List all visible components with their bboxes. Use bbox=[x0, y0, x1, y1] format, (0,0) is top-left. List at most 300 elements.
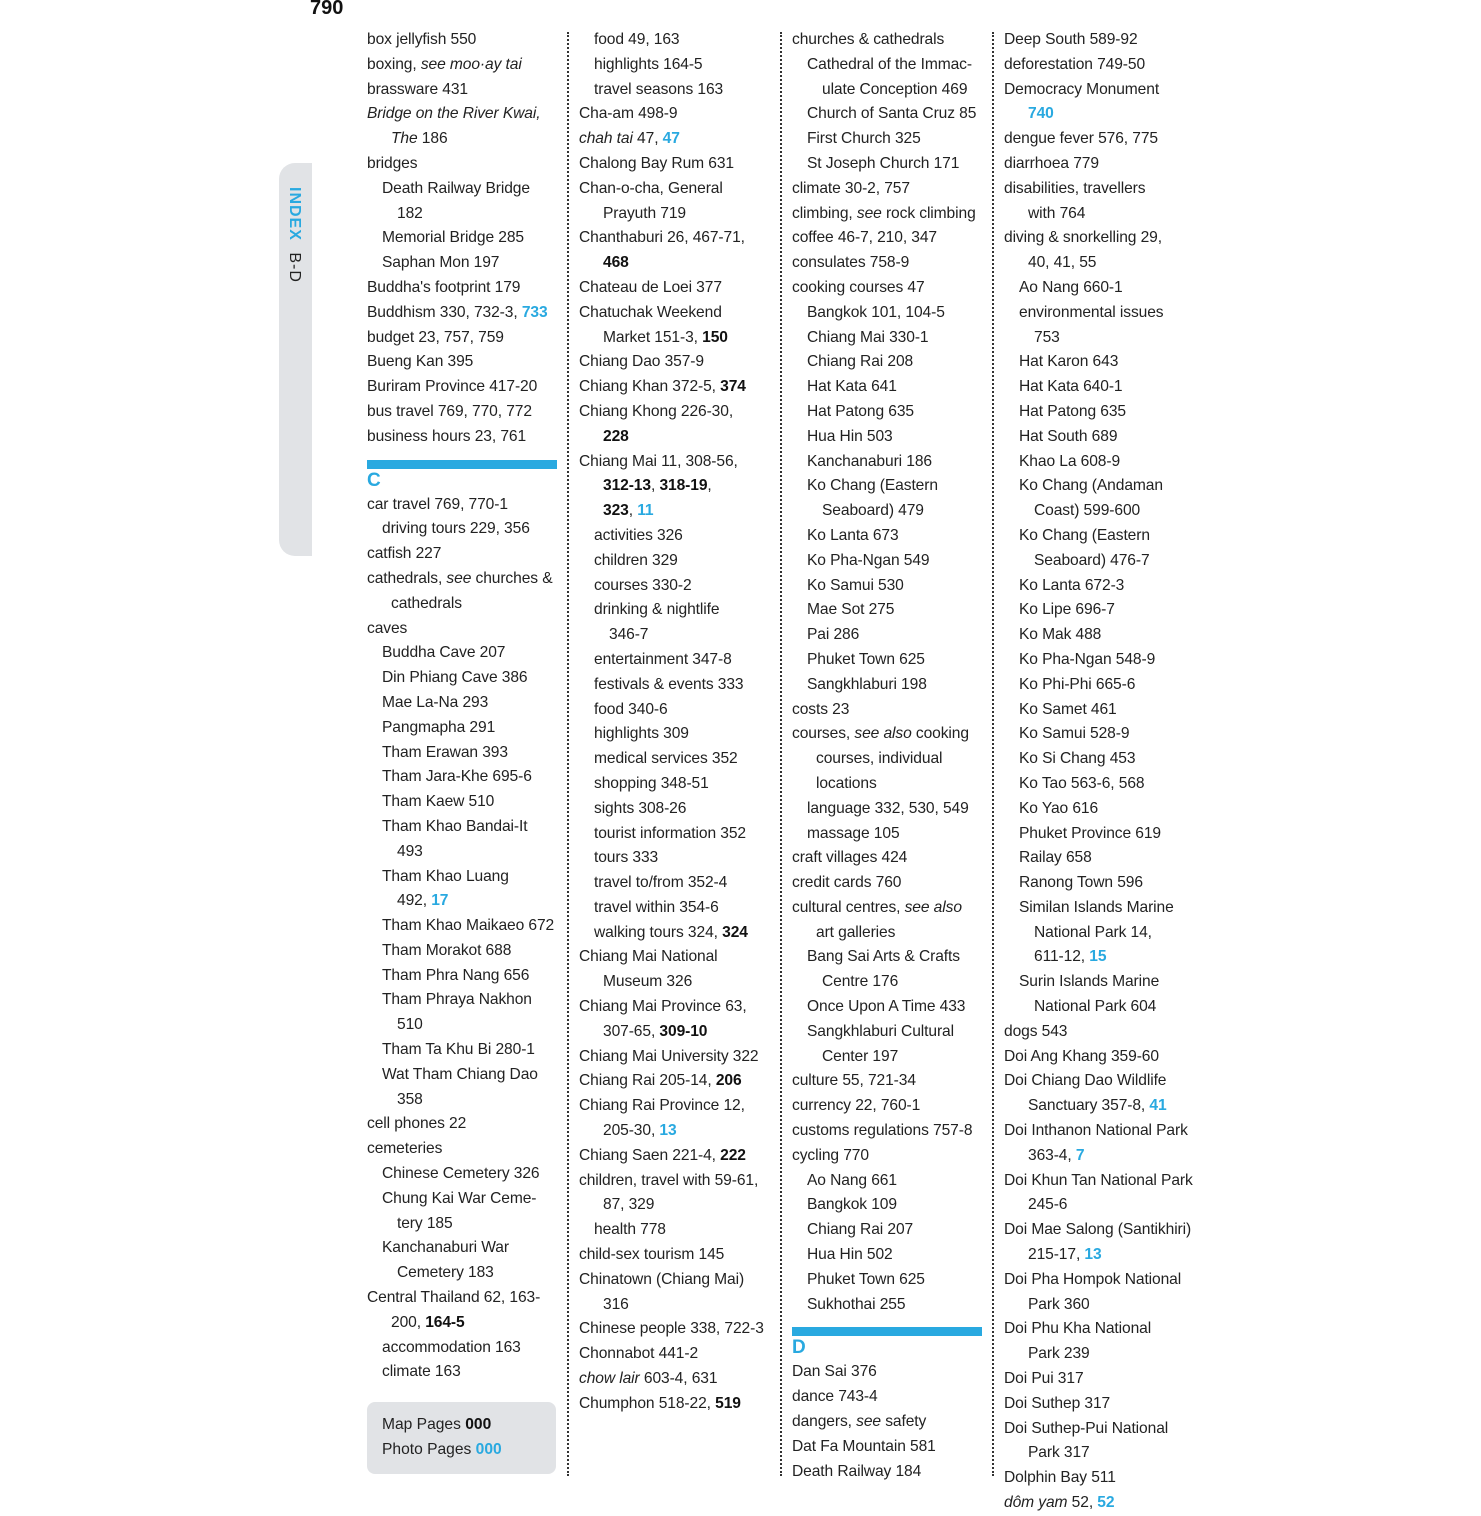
index-subentry bbox=[1004, 276, 1204, 301]
index-entry bbox=[579, 1069, 774, 1094]
entry-text: Bang Sai Arts & Crafts bbox=[807, 948, 960, 966]
index-subentry bbox=[579, 772, 774, 797]
entry-continuation bbox=[382, 1088, 567, 1113]
entry-text-part: 205-30, bbox=[603, 1122, 660, 1140]
entry-text-part: 87, 329 bbox=[603, 1196, 655, 1214]
entry-text: Bangkok 109 bbox=[807, 1196, 897, 1214]
index-subentry bbox=[1004, 772, 1204, 797]
entry-text: tours 333 bbox=[594, 849, 659, 867]
index-subentry bbox=[792, 425, 987, 450]
entry-text: Chiang Rai Province 12, bbox=[579, 1097, 745, 1115]
section-letter: D bbox=[792, 1337, 806, 1359]
entry-text: Ko Chang (Eastern bbox=[807, 477, 938, 495]
index-entry bbox=[792, 1094, 987, 1119]
entry-continuation bbox=[579, 1119, 774, 1144]
entry-text: Ko Pha-Ngan 548-9 bbox=[1019, 650, 1156, 668]
entry-text: Bangkok 101, 104-5 bbox=[807, 303, 945, 321]
index-entry bbox=[792, 28, 987, 53]
entry-text: Democracy Monument bbox=[1004, 80, 1160, 98]
index-entry bbox=[579, 1367, 774, 1392]
entry-text-part: Centre 176 bbox=[822, 973, 899, 991]
entry-text: cooking courses 47 bbox=[792, 278, 925, 296]
entry-continuation bbox=[382, 1013, 567, 1038]
index-subentry bbox=[579, 549, 774, 574]
entry-text: customs regulations 757-8 bbox=[792, 1122, 973, 1140]
entry-text-part: courses, bbox=[792, 725, 855, 743]
entry-text: disabilities, travellers bbox=[1004, 179, 1146, 197]
entry-text-part: cathedrals, bbox=[367, 569, 447, 587]
entry-text: Ko Samet 461 bbox=[1019, 700, 1117, 718]
entry-text: children, travel with 59-61, bbox=[579, 1171, 759, 1189]
entry-text: catfish 227 bbox=[367, 545, 442, 563]
entry-text: Hat South 689 bbox=[1019, 427, 1118, 445]
index-subentry bbox=[1004, 846, 1204, 871]
index-entry bbox=[579, 1045, 774, 1070]
entry-text-part: 492, bbox=[397, 892, 432, 910]
entry-text-part: dôm yam bbox=[1004, 1494, 1068, 1512]
index-subentry bbox=[367, 1187, 567, 1237]
entry-text: travel to/from 352-4 bbox=[594, 874, 728, 892]
entry-text-part: Coast) 599-600 bbox=[1034, 502, 1141, 520]
legend-map-label: Map Pages bbox=[382, 1416, 461, 1433]
entry-text: Buriram Province 417-20 bbox=[367, 378, 538, 396]
index-entry bbox=[1004, 53, 1204, 78]
entry-text: shopping 348-51 bbox=[594, 774, 709, 792]
index-subentry bbox=[1004, 623, 1204, 648]
entry-text-part: 510 bbox=[397, 1016, 423, 1034]
entry-text: Kanchanaburi 186 bbox=[807, 452, 932, 470]
entry-text: Dolphin Bay 511 bbox=[1004, 1469, 1116, 1487]
index-entry bbox=[579, 1144, 774, 1169]
entry-text-part: cathedrals bbox=[391, 594, 462, 612]
entry-text: brassware 431 bbox=[367, 80, 468, 98]
index-entry bbox=[1004, 1392, 1204, 1417]
index-subentry bbox=[792, 102, 987, 127]
index-entry bbox=[579, 127, 774, 152]
entry-text: business hours 23, 761 bbox=[367, 427, 527, 445]
entry-text: Phuket Town 625 bbox=[807, 650, 925, 668]
index-entry bbox=[792, 698, 987, 723]
index-subentry bbox=[792, 350, 987, 375]
index-subentry bbox=[792, 1293, 987, 1318]
index-subentry bbox=[579, 1218, 774, 1243]
entry-text-part: climbing, bbox=[792, 204, 857, 222]
entry-text-part: see bbox=[856, 1413, 881, 1431]
index-subentry bbox=[367, 765, 567, 790]
entry-continuation bbox=[579, 1193, 774, 1218]
entry-continuation bbox=[1004, 1243, 1204, 1268]
entry-text-part: Park 360 bbox=[1028, 1295, 1090, 1313]
entry-text: Ko Phi-Phi 665-6 bbox=[1019, 675, 1136, 693]
index-entry bbox=[579, 1342, 774, 1367]
entry-text-part: see also bbox=[904, 898, 962, 916]
index-entry bbox=[579, 102, 774, 127]
index-entry bbox=[1004, 1218, 1204, 1268]
index-subentry bbox=[1004, 673, 1204, 698]
entry-text-part: ulate Conception 469 bbox=[822, 80, 968, 98]
entry-text: Chiang Khong 226-30, bbox=[579, 402, 734, 420]
entry-text-part: art galleries bbox=[816, 923, 896, 941]
index-entry bbox=[367, 102, 567, 152]
entry-text: massage 105 bbox=[807, 824, 900, 842]
entry-text-part: chah tai bbox=[579, 130, 633, 148]
entry-continuation bbox=[382, 889, 567, 914]
entry-continuation bbox=[579, 425, 774, 450]
index-subentry bbox=[579, 896, 774, 921]
entry-text: Ko Lanta 673 bbox=[807, 526, 899, 544]
entry-continuation bbox=[807, 1045, 987, 1070]
entry-text: Doi Khun Tan National Park bbox=[1004, 1171, 1193, 1189]
entry-text-part: 603-4, 631 bbox=[639, 1370, 718, 1388]
legend-map-value: 000 bbox=[465, 1416, 492, 1433]
entry-continuation bbox=[807, 970, 987, 995]
entry-text: Doi Pha Hompok National bbox=[1004, 1270, 1182, 1288]
entry-text: food 49, 163 bbox=[594, 31, 680, 48]
entry-text: Doi Suthep 317 bbox=[1004, 1394, 1111, 1412]
index-subentry bbox=[367, 517, 567, 542]
entry-text: Cha-am 498-9 bbox=[579, 105, 678, 123]
entry-continuation bbox=[1004, 1193, 1204, 1218]
entry-text-part: 215-17, bbox=[1028, 1246, 1085, 1264]
entry-text: Chiang Mai 11, 308-56, bbox=[579, 452, 738, 470]
map-page-ref: 309-10 bbox=[659, 1022, 708, 1040]
index-entry bbox=[579, 1169, 774, 1219]
entry-text-part: see also bbox=[854, 725, 912, 743]
index-subentry bbox=[579, 53, 774, 78]
entry-continuation bbox=[579, 499, 774, 524]
index-subentry bbox=[367, 666, 567, 691]
index-subentry bbox=[792, 1169, 987, 1194]
entry-text: Sangkhlaburi 198 bbox=[807, 675, 927, 693]
entry-text-part: cooking bbox=[911, 725, 969, 743]
entry-text: Chatuchak Weekend bbox=[579, 303, 722, 321]
photo-page-ref: 17 bbox=[431, 892, 449, 910]
entry-continuation bbox=[579, 1020, 774, 1045]
entry-text: Doi Mae Salong (Santikhiri) bbox=[1004, 1221, 1192, 1239]
index-entry bbox=[792, 1360, 987, 1385]
index-entry bbox=[579, 945, 774, 995]
entry-continuation bbox=[367, 592, 567, 617]
entry-text-part: Chiang Saen 221-4, bbox=[579, 1146, 721, 1164]
photo-page-ref: 15 bbox=[1089, 948, 1107, 966]
entry-continuation bbox=[1004, 1094, 1204, 1119]
index-column-2 bbox=[579, 28, 774, 1417]
map-page-ref: 374 bbox=[720, 378, 746, 396]
index-subentry bbox=[579, 871, 774, 896]
side-tab-range: B-D bbox=[286, 252, 303, 283]
entry-text: Ko Chang (Eastern bbox=[1019, 526, 1150, 544]
entry-continuation bbox=[579, 251, 774, 276]
entry-text: climate 163 bbox=[382, 1363, 461, 1381]
index-subentry bbox=[1004, 350, 1204, 375]
index-subentry bbox=[792, 623, 987, 648]
index-entry bbox=[579, 350, 774, 375]
index-subentry bbox=[1004, 747, 1204, 772]
column-divider bbox=[567, 32, 569, 1476]
index-subentry bbox=[1004, 822, 1204, 847]
legend-photo-label: Photo Pages bbox=[382, 1441, 472, 1458]
entry-text: Ko Samui 530 bbox=[807, 576, 904, 594]
entry-text: cemeteries bbox=[367, 1140, 443, 1158]
entry-text: cycling 770 bbox=[792, 1146, 869, 1164]
entry-continuation bbox=[382, 202, 567, 227]
entry-text: Mae Sot 275 bbox=[807, 601, 895, 619]
index-subentry bbox=[367, 914, 567, 939]
entry-text: Central Thailand 62, 163- bbox=[367, 1289, 541, 1307]
entry-text: culture 55, 721-34 bbox=[792, 1072, 916, 1090]
entry-continuation bbox=[1004, 1144, 1204, 1169]
index-entry bbox=[1004, 28, 1204, 53]
entry-text: Sukhothai 255 bbox=[807, 1295, 906, 1313]
entry-text-part: National Park 604 bbox=[1034, 998, 1157, 1016]
map-page-ref: 222 bbox=[720, 1146, 746, 1164]
index-entry bbox=[579, 375, 774, 400]
entry-text: Doi Ang Khang 359-60 bbox=[1004, 1047, 1159, 1065]
entry-text: courses 330-2 bbox=[594, 576, 692, 594]
index-subentry bbox=[367, 1038, 567, 1063]
index-entry bbox=[792, 871, 987, 896]
entry-text: Ranong Town 596 bbox=[1019, 874, 1143, 892]
index-entry bbox=[579, 400, 774, 450]
entry-text: Chinese Cemetery 326 bbox=[382, 1165, 540, 1183]
index-entry bbox=[792, 226, 987, 251]
entry-continuation bbox=[1004, 251, 1204, 276]
entry-text: Tham Khao Maikaeo 672 bbox=[382, 917, 555, 935]
entry-text: climate 30-2, 757 bbox=[792, 179, 910, 197]
entry-text: Hat Kata 640-1 bbox=[1019, 378, 1123, 396]
entry-text: bus travel 769, 770, 772 bbox=[367, 402, 532, 420]
entry-text: drinking & nightlife bbox=[594, 601, 720, 619]
entry-text: entertainment 347-8 bbox=[594, 650, 732, 668]
index-entry bbox=[579, 1317, 774, 1342]
entry-text: environmental issues bbox=[1019, 303, 1164, 321]
photo-page-ref: 47 bbox=[662, 130, 680, 148]
photo-page-ref: 13 bbox=[1084, 1246, 1102, 1264]
index-entry bbox=[792, 202, 987, 227]
index-subentry bbox=[792, 648, 987, 673]
map-page-ref: 468 bbox=[603, 254, 629, 272]
index-subentry bbox=[792, 673, 987, 698]
index-subentry bbox=[792, 152, 987, 177]
index-entry bbox=[367, 425, 567, 450]
legend-photo-pages bbox=[382, 1441, 502, 1459]
page-legend bbox=[367, 1402, 556, 1474]
index-subentry bbox=[367, 939, 567, 964]
entry-text-part: 753 bbox=[1034, 328, 1060, 346]
entry-text: car travel 769, 770-1 bbox=[367, 495, 508, 513]
entry-text: Ko Chang (Andaman bbox=[1019, 477, 1163, 495]
index-subentry bbox=[579, 822, 774, 847]
entry-text: dengue fever 576, 775 bbox=[1004, 130, 1158, 148]
index-entry bbox=[367, 301, 567, 326]
entry-text-part: cultural centres, bbox=[792, 898, 905, 916]
entry-text-part: Bridge on the River Kwai, bbox=[367, 105, 541, 123]
index-entry bbox=[367, 542, 567, 567]
index-subentry bbox=[1004, 970, 1204, 1020]
entry-text: Ko Lipe 696-7 bbox=[1019, 601, 1115, 619]
section-bar bbox=[367, 460, 557, 469]
entry-text: Phuket Province 619 bbox=[1019, 824, 1161, 842]
index-entry bbox=[1004, 1491, 1204, 1516]
entry-text: Hat Patong 635 bbox=[807, 402, 914, 420]
index-entry bbox=[1004, 1069, 1204, 1119]
index-subentry bbox=[367, 1063, 567, 1113]
index-subentry bbox=[792, 474, 987, 524]
photo-page-ref: 52 bbox=[1097, 1494, 1115, 1512]
entry-text: Memorial Bridge 285 bbox=[382, 229, 524, 247]
entry-text: Dan Sai 376 bbox=[792, 1363, 877, 1381]
entry-text: caves bbox=[367, 619, 408, 637]
entry-text: driving tours 229, 356 bbox=[382, 520, 530, 538]
entry-continuation bbox=[792, 772, 987, 797]
index-subentry bbox=[792, 301, 987, 326]
entry-text: Doi Inthanon National Park bbox=[1004, 1122, 1188, 1140]
index-subentry bbox=[792, 1243, 987, 1268]
index-entry bbox=[367, 326, 567, 351]
index-column-3 bbox=[792, 28, 987, 1484]
index-entry bbox=[792, 722, 987, 796]
entry-text: St Joseph Church 171 bbox=[807, 154, 960, 172]
map-page-ref: 323 bbox=[603, 502, 629, 520]
entry-text-part: National Park 14, bbox=[1034, 923, 1152, 941]
entry-text: Church of Santa Cruz 85 bbox=[807, 105, 977, 123]
index-entry bbox=[579, 226, 774, 276]
side-tab-label bbox=[285, 187, 303, 283]
index-subentry bbox=[367, 226, 567, 251]
entry-text-part: 182 bbox=[397, 204, 423, 222]
entry-text: Tham Phra Nang 656 bbox=[382, 966, 530, 984]
index-subentry bbox=[792, 822, 987, 847]
index-subentry bbox=[367, 1162, 567, 1187]
entry-text: tourist information 352 bbox=[594, 824, 746, 842]
entry-text: dogs 543 bbox=[1004, 1022, 1068, 1040]
entry-text: Similan Islands Marine bbox=[1019, 898, 1174, 916]
entry-text: costs 23 bbox=[792, 700, 850, 718]
index-subentry bbox=[367, 251, 567, 276]
index-entry bbox=[1004, 1317, 1204, 1367]
index-entry bbox=[792, 1410, 987, 1435]
entry-text: Buddha's footprint 179 bbox=[367, 278, 521, 296]
entry-text-part: see bbox=[446, 569, 472, 587]
entry-text: Chinatown (Chiang Mai) bbox=[579, 1270, 745, 1288]
entry-text: food 340-6 bbox=[594, 700, 668, 718]
photo-page-ref: 733 bbox=[521, 303, 548, 321]
index-subentry bbox=[792, 1193, 987, 1218]
entry-text: credit cards 760 bbox=[792, 874, 902, 892]
index-subentry bbox=[792, 945, 987, 995]
entry-text: Buddha Cave 207 bbox=[382, 644, 506, 662]
section-header bbox=[367, 460, 567, 493]
index-subentry bbox=[1004, 450, 1204, 475]
entry-text: Phuket Town 625 bbox=[807, 1270, 925, 1288]
entry-text: Chiang Mai National bbox=[579, 948, 718, 966]
index-subentry bbox=[367, 790, 567, 815]
entry-text-part: chow lair bbox=[579, 1370, 640, 1388]
entry-text-part: Chumphon 518-22, bbox=[579, 1394, 716, 1412]
entry-text: health 778 bbox=[594, 1221, 666, 1239]
index-subentry bbox=[1004, 871, 1204, 896]
entry-text: travel seasons 163 bbox=[594, 80, 724, 98]
entry-text-part: Museum 326 bbox=[603, 973, 693, 991]
entry-text-part: dangers, bbox=[792, 1413, 857, 1431]
entry-text: language 332, 530, 549 bbox=[807, 799, 969, 817]
entry-text: coffee 46-7, 210, 347 bbox=[792, 229, 938, 247]
index-entry bbox=[367, 375, 567, 400]
index-subentry bbox=[367, 815, 567, 865]
entry-text: First Church 325 bbox=[807, 130, 921, 148]
index-subentry bbox=[579, 673, 774, 698]
index-entry bbox=[792, 1435, 987, 1460]
entry-text: Mae La-Na 293 bbox=[382, 693, 489, 711]
photo-page-ref: 740 bbox=[1028, 105, 1054, 123]
entry-text: Once Upon A Time 433 bbox=[807, 998, 966, 1016]
entry-text: currency 22, 760-1 bbox=[792, 1097, 921, 1115]
index-entry bbox=[792, 1069, 987, 1094]
entry-continuation bbox=[807, 499, 987, 524]
entry-text: sights 308-26 bbox=[594, 799, 687, 817]
index-subentry bbox=[792, 375, 987, 400]
entry-text: cell phones 22 bbox=[367, 1115, 467, 1133]
index-entry bbox=[367, 28, 567, 53]
entry-continuation bbox=[579, 1293, 774, 1318]
index-subentry bbox=[367, 865, 567, 915]
entry-text: Dat Fa Mountain 581 bbox=[792, 1437, 936, 1455]
entry-text-part: courses, individual bbox=[816, 750, 943, 768]
side-tab-index-word: INDEX bbox=[286, 187, 303, 241]
entry-continuation bbox=[367, 1311, 567, 1336]
index-subentry bbox=[1004, 301, 1204, 351]
entry-text: child-sex tourism 145 bbox=[579, 1246, 725, 1264]
entry-text: Kanchanaburi War bbox=[382, 1239, 509, 1257]
index-entry bbox=[1004, 1169, 1204, 1219]
entry-text: Deep South 589-92 bbox=[1004, 31, 1138, 48]
index-entry bbox=[367, 1112, 567, 1137]
entry-text: Tham Jara-Khe 695-6 bbox=[382, 768, 532, 786]
index-entry bbox=[1004, 1367, 1204, 1392]
index-entry bbox=[1004, 1045, 1204, 1070]
entry-text: Hua Hin 503 bbox=[807, 427, 893, 445]
entry-text: dance 743-4 bbox=[792, 1388, 878, 1406]
index-entry bbox=[367, 350, 567, 375]
entry-text: diving & snorkelling 29, bbox=[1004, 229, 1162, 247]
index-subentry bbox=[367, 964, 567, 989]
entry-text-part: tery 185 bbox=[397, 1214, 453, 1232]
entry-text-part: 363-4, bbox=[1028, 1146, 1076, 1164]
entry-text: activities 326 bbox=[594, 526, 683, 544]
entry-text-part: 316 bbox=[603, 1295, 629, 1313]
entry-text: Death Railway Bridge bbox=[382, 179, 530, 197]
entry-text-part: 52, bbox=[1067, 1494, 1098, 1512]
entry-continuation bbox=[382, 1261, 567, 1286]
entry-text-part: see moo·ay tai bbox=[420, 55, 522, 73]
entry-text: Doi Chiang Dao Wildlife bbox=[1004, 1072, 1167, 1090]
entry-text: craft villages 424 bbox=[792, 849, 908, 867]
entry-text-part: Buddhism 330, 732-3, bbox=[367, 303, 522, 321]
entry-text: Tham Ta Khu Bi 280-1 bbox=[382, 1041, 535, 1059]
entry-continuation bbox=[367, 127, 567, 152]
entry-continuation bbox=[1004, 1342, 1204, 1367]
entry-text: Chiang Mai Province 63, bbox=[579, 998, 747, 1016]
index-subentry bbox=[1004, 474, 1204, 524]
entry-text: Sangkhlaburi Cultural bbox=[807, 1022, 954, 1040]
map-page-ref: 164-5 bbox=[425, 1313, 465, 1331]
index-subentry bbox=[579, 598, 774, 648]
index-subentry bbox=[1004, 524, 1204, 574]
entry-text: Bueng Kan 395 bbox=[367, 353, 474, 371]
index-column-1 bbox=[367, 28, 567, 1385]
index-entry bbox=[792, 896, 987, 946]
index-entry bbox=[579, 1094, 774, 1144]
